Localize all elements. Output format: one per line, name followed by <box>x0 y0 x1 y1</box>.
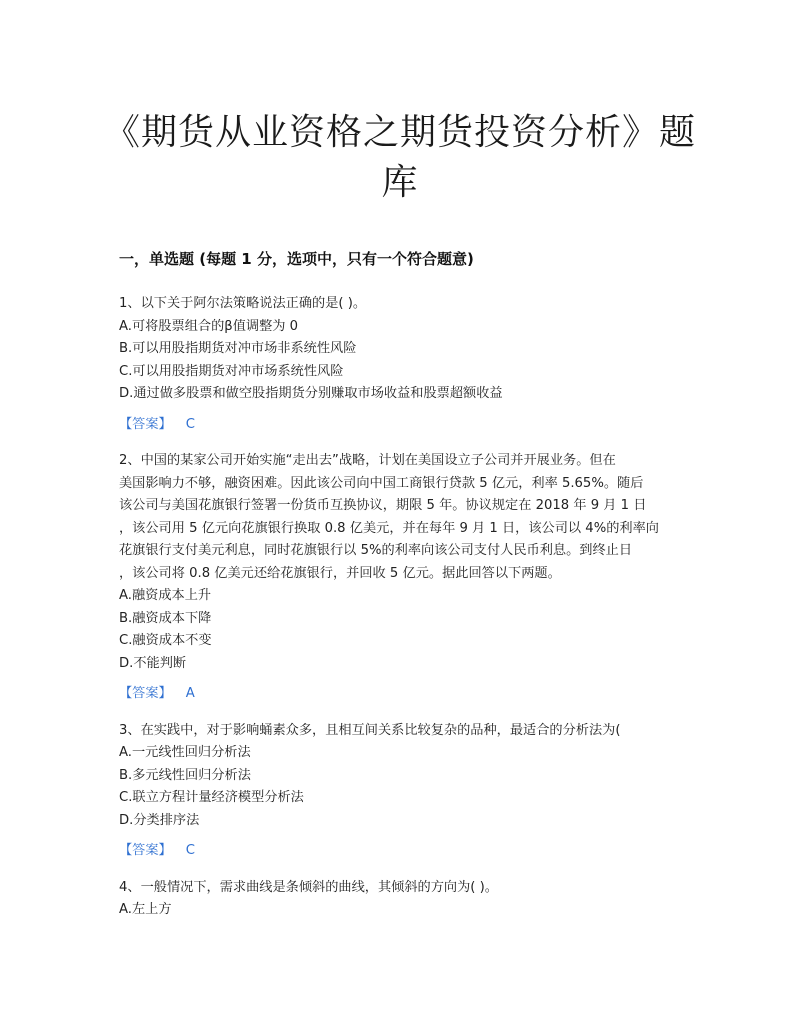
question-stem <box>119 450 694 585</box>
question-stem-line: ，该公司用 5 亿元向花旗银行换取 0.8 亿美元，并在每年 9 月 1 日，该公司以 4%的利率向 <box>119 520 659 536</box>
answer-label: 【答案】 <box>119 416 172 432</box>
answer-option: A.一元线性回归分析法 <box>119 745 251 760</box>
question-stem <box>119 720 694 743</box>
answer-option: A.左上方 <box>119 902 172 917</box>
question-stem-line: 花旗银行支付美元利息，同时花旗银行以 5%的利率向该公司支付人民币利息。到终止日 <box>119 543 633 558</box>
answer-option: C.联立方程计量经济模型分析法 <box>119 790 304 805</box>
question-stem <box>119 877 694 900</box>
answer-value: C <box>185 416 195 432</box>
question-item <box>119 293 694 406</box>
answer-option: C.融资成本不变 <box>119 633 212 648</box>
question-stem-line: ，该公司将 0.8 亿美元还给花旗银行，并回收 5 亿元。据此回答以下两题。 <box>119 565 561 581</box>
answer-label: 【答案】 <box>119 686 172 701</box>
question-stem-line: 3、在实践中，对于影响蛹素众多，且相互间关系比较复杂的品种，最适合的分析法为( <box>119 722 621 738</box>
answer-option: A.融资成本上升 <box>119 588 212 603</box>
question-stem <box>119 293 694 316</box>
title-line-2: 库 <box>381 162 419 203</box>
question-stem-line: 1、以下关于阿尔法策略说法正确的是( )。 <box>119 296 367 311</box>
answer-label: 【答案】 <box>119 843 172 858</box>
answer-option: B.可以用股指期货对冲市场非系统性风险 <box>119 341 357 356</box>
question-stem-line: 4、一般情况下，需求曲线是条倾斜的曲线，其倾斜的方向为( )。 <box>119 879 498 895</box>
question-item <box>119 720 694 833</box>
answer-value: A <box>185 686 195 701</box>
answer-option: D.通过做多股票和做空股指期货分别赚取市场收益和股票超额收益 <box>119 386 503 401</box>
answer-value: C <box>185 843 195 858</box>
section-heading: 一，单选题 (每题 1 分，选项中，只有一个符合题意) <box>119 250 474 268</box>
answer-option: B.多元线性回归分析法 <box>119 767 251 783</box>
answer-line <box>119 414 694 437</box>
question-stem-line: 2、中国的某家公司开始实施“走出去”战略，计划在美国设立子公司并开展业务。但在 <box>119 453 616 468</box>
answer-line <box>119 683 694 706</box>
document-title <box>80 108 720 208</box>
answer-option: C.可以用股指期货对冲市场系统性风险 <box>119 363 344 379</box>
answer-option: D.不能判断 <box>119 655 187 671</box>
answer-option: A.可将股票组合的β值调整为 0 <box>119 318 299 334</box>
answer-line <box>119 840 694 863</box>
question-list <box>119 293 694 930</box>
answer-option: B.融资成本下降 <box>119 610 212 626</box>
question-item <box>119 450 694 675</box>
answer-option: D.分类排序法 <box>119 812 200 828</box>
question-stem-line: 美国影响力不够，融资困难。因此该公司向中国工商银行贷款 5 亿元，利率 5.65%。随后 <box>119 475 644 491</box>
question-stem-line: 该公司与美国花旗银行签署一份货币互换协议，期限 5 年。协议规定在 2018 年 9 月 1 日 <box>119 498 647 513</box>
title-line-1: 《期货从业资格之期货投资分析》题 <box>103 112 696 153</box>
question-item <box>119 877 694 922</box>
